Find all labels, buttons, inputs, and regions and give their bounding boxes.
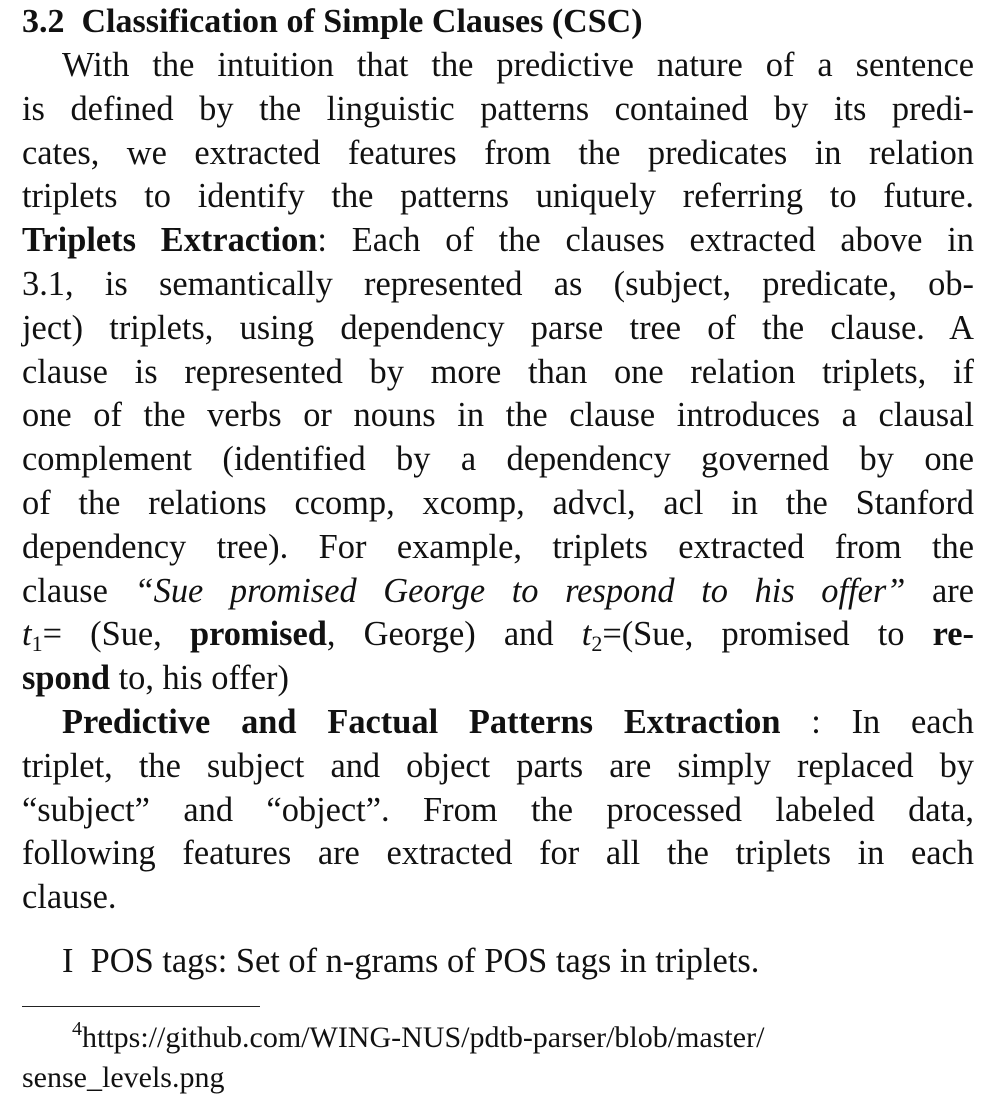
paragraph-line: clause “Sue promised George to respond to his offer” are (22, 571, 974, 610)
paragraph-line: 3.1, is semantically represented as (subject, predicate, ob- (22, 264, 974, 303)
section-number: 3.2 (22, 3, 65, 40)
footnote-mark: 4 (72, 1018, 82, 1040)
paragraph-line: is defined by the linguistic patterns contained by its predi- (22, 89, 974, 128)
footnote-divider (22, 1006, 260, 1007)
feature-list-item (22, 940, 974, 984)
intro-paragraph (22, 44, 974, 219)
paragraph-line: spond to, his offer) (22, 659, 289, 698)
section-title: Classification of Simple Clauses (CSC) (81, 3, 643, 40)
patterns-extraction-label: Predictive and Factual Patterns Extraction (62, 702, 781, 741)
paragraph-line: complement (identified by a dependency governed by one (22, 440, 974, 479)
footnote-url[interactable]: https://github.com/WING-NUS/pdtb-parser/blob/master/ (82, 1021, 765, 1054)
paragraph-line: one of the verbs or nouns in the clause introduces a clausal (22, 396, 974, 435)
triplets-extraction-label: Triplets Extraction (22, 221, 318, 260)
footnote-url-continued[interactable]: sense_levels.png (22, 1061, 225, 1094)
list-marker: I (62, 941, 74, 980)
paragraph-line: cates, we extracted features from the predicates in relation (22, 133, 974, 172)
paragraph-line: clause. (22, 878, 117, 917)
triplet-variable: t (22, 615, 32, 654)
paragraph-line: Predictive and Factual Patterns Extraction : In each (62, 702, 974, 741)
triplets-paragraph (22, 219, 974, 701)
section-heading (22, 0, 974, 44)
paragraph-line: ject) triplets, using dependency parse tree of the clause. A (22, 308, 974, 347)
paper-page (22, 0, 974, 984)
list-item-text: POS tags: Set of n-grams of POS tags in triplets. (90, 941, 760, 980)
paragraph-line: With the intuition that the predictive nature of a sentence (62, 46, 974, 84)
triplet-variable: t (581, 615, 592, 654)
paragraph-line: following features are extracted for all the triplets in each (22, 834, 974, 873)
example-sentence: “Sue promised George to respond to his offer” (134, 571, 906, 610)
paragraph-line: $t_1= (Sue$, promised, George) and $t_2=(Sue$, promised to re- (22, 615, 974, 657)
paragraph-line: of the relations ccomp, xcomp, advcl, acl in the Stanford (22, 483, 974, 522)
footnote (22, 1018, 922, 1098)
paragraph-line: triplets to identify the patterns uniquely referring to future. (22, 177, 974, 216)
paragraph-line: Triplets Extraction: Each of the clauses extracted above in (22, 221, 974, 260)
patterns-paragraph (22, 701, 974, 920)
paragraph-line: “subject” and “object”. From the processed labeled data, (22, 790, 974, 829)
paragraph-line: triplet, the subject and object parts are simply replaced by (22, 746, 974, 785)
paragraph-line: dependency tree). For example, triplets extracted from the (22, 527, 974, 566)
paragraph-line: clause is represented by more than one relation triplets, if (22, 352, 974, 391)
